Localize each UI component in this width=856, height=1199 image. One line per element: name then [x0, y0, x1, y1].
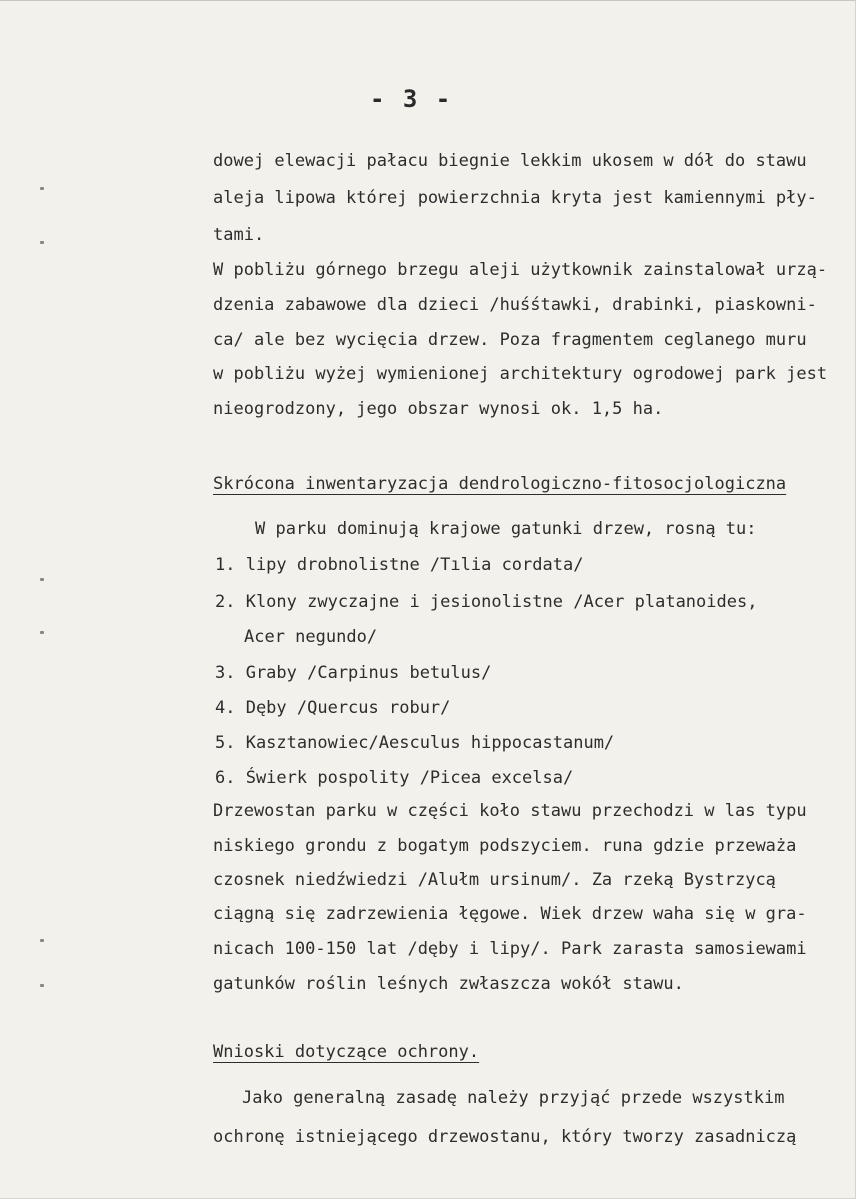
- body-text-line: dzenia zabawowe dla dzieci /huśśtawki, drabinki, piaskowni-: [213, 295, 817, 315]
- margin-speck: [40, 187, 44, 190]
- margin-speck: [40, 984, 44, 987]
- body-text-line: ciągną się zadrzewienia łęgowe. Wiek drzew waha się w gra-: [213, 904, 807, 924]
- margin-speck: [40, 578, 44, 581]
- section-heading-conclusions: Wnioski dotyczące ochrony.: [213, 1042, 480, 1062]
- body-text-line: W pobliżu górnego brzegu aleji użytkownik zainstalował urzą-: [213, 260, 828, 280]
- body-text-line: w pobliżu wyżej wymienionej architektury ogrodowej park jest: [213, 364, 828, 384]
- body-text-line: czosnek niedźwiedzi /Alułm ursinum/. Za rzeką Bystrzycą: [213, 870, 776, 890]
- species-list-item: 5. Kasztanowiec/Aesculus hippocastanum/: [215, 733, 615, 753]
- species-list-item: 3. Graby /Carpinus betulus/: [215, 663, 492, 683]
- body-text-line: dowej elewacji pałacu biegnie lekkim ukosem w dół do stawu: [213, 151, 807, 171]
- margin-speck: [40, 241, 44, 244]
- page-number: - 3 -: [370, 85, 453, 113]
- body-text-line: ochronę istniejącego drzewostanu, który tworzy zasadniczą: [213, 1127, 797, 1147]
- species-list-item: 6. Świerk pospolity /Picea excelsa/: [215, 768, 574, 788]
- inventory-intro: W parku dominują krajowe gatunki drzew, rosną tu:: [255, 519, 757, 539]
- species-list-item: 1. lipy drobnolistne /Tılia cordata/: [215, 555, 584, 575]
- species-list-item: 2. Klony zwyczajne i jesionolistne /Acer platanoides,: [215, 592, 758, 612]
- body-text-line: nicach 100-150 lat /dęby i lipy/. Park zarasta samosiewami: [213, 939, 807, 959]
- body-text-line: Jako generalną zasadę należy przyjąć przede wszystkim: [242, 1088, 785, 1108]
- species-list-item-continuation: Acer negundo/: [244, 627, 378, 647]
- body-text-line: Drzewostan parku w części koło stawu przechodzi w las typu: [213, 801, 807, 821]
- body-text-line: nieogrodzony, jego obszar wynosi ok. 1,5 ha.: [213, 399, 664, 419]
- margin-speck: [40, 939, 44, 942]
- body-text-line: niskiego grondu z bogatym podszyciem. runa gdzie przeważa: [213, 836, 797, 856]
- section-heading-inventory: Skrócona inwentaryzacja dendrologiczno-fitosocjologiczna: [213, 474, 787, 494]
- body-text-line: aleja lipowa której powierzchnia kryta jest kamiennymi pły-: [213, 188, 817, 208]
- body-text-line: ca/ ale bez wycięcia drzew. Poza fragmentem ceglanego muru: [213, 330, 807, 350]
- margin-speck: [40, 631, 44, 634]
- body-text-line: gatunków roślin leśnych zwłaszcza wokół stawu.: [213, 974, 684, 994]
- species-list-item: 4. Dęby /Quercus robur/: [215, 698, 451, 718]
- body-text-line: tami.: [213, 225, 265, 245]
